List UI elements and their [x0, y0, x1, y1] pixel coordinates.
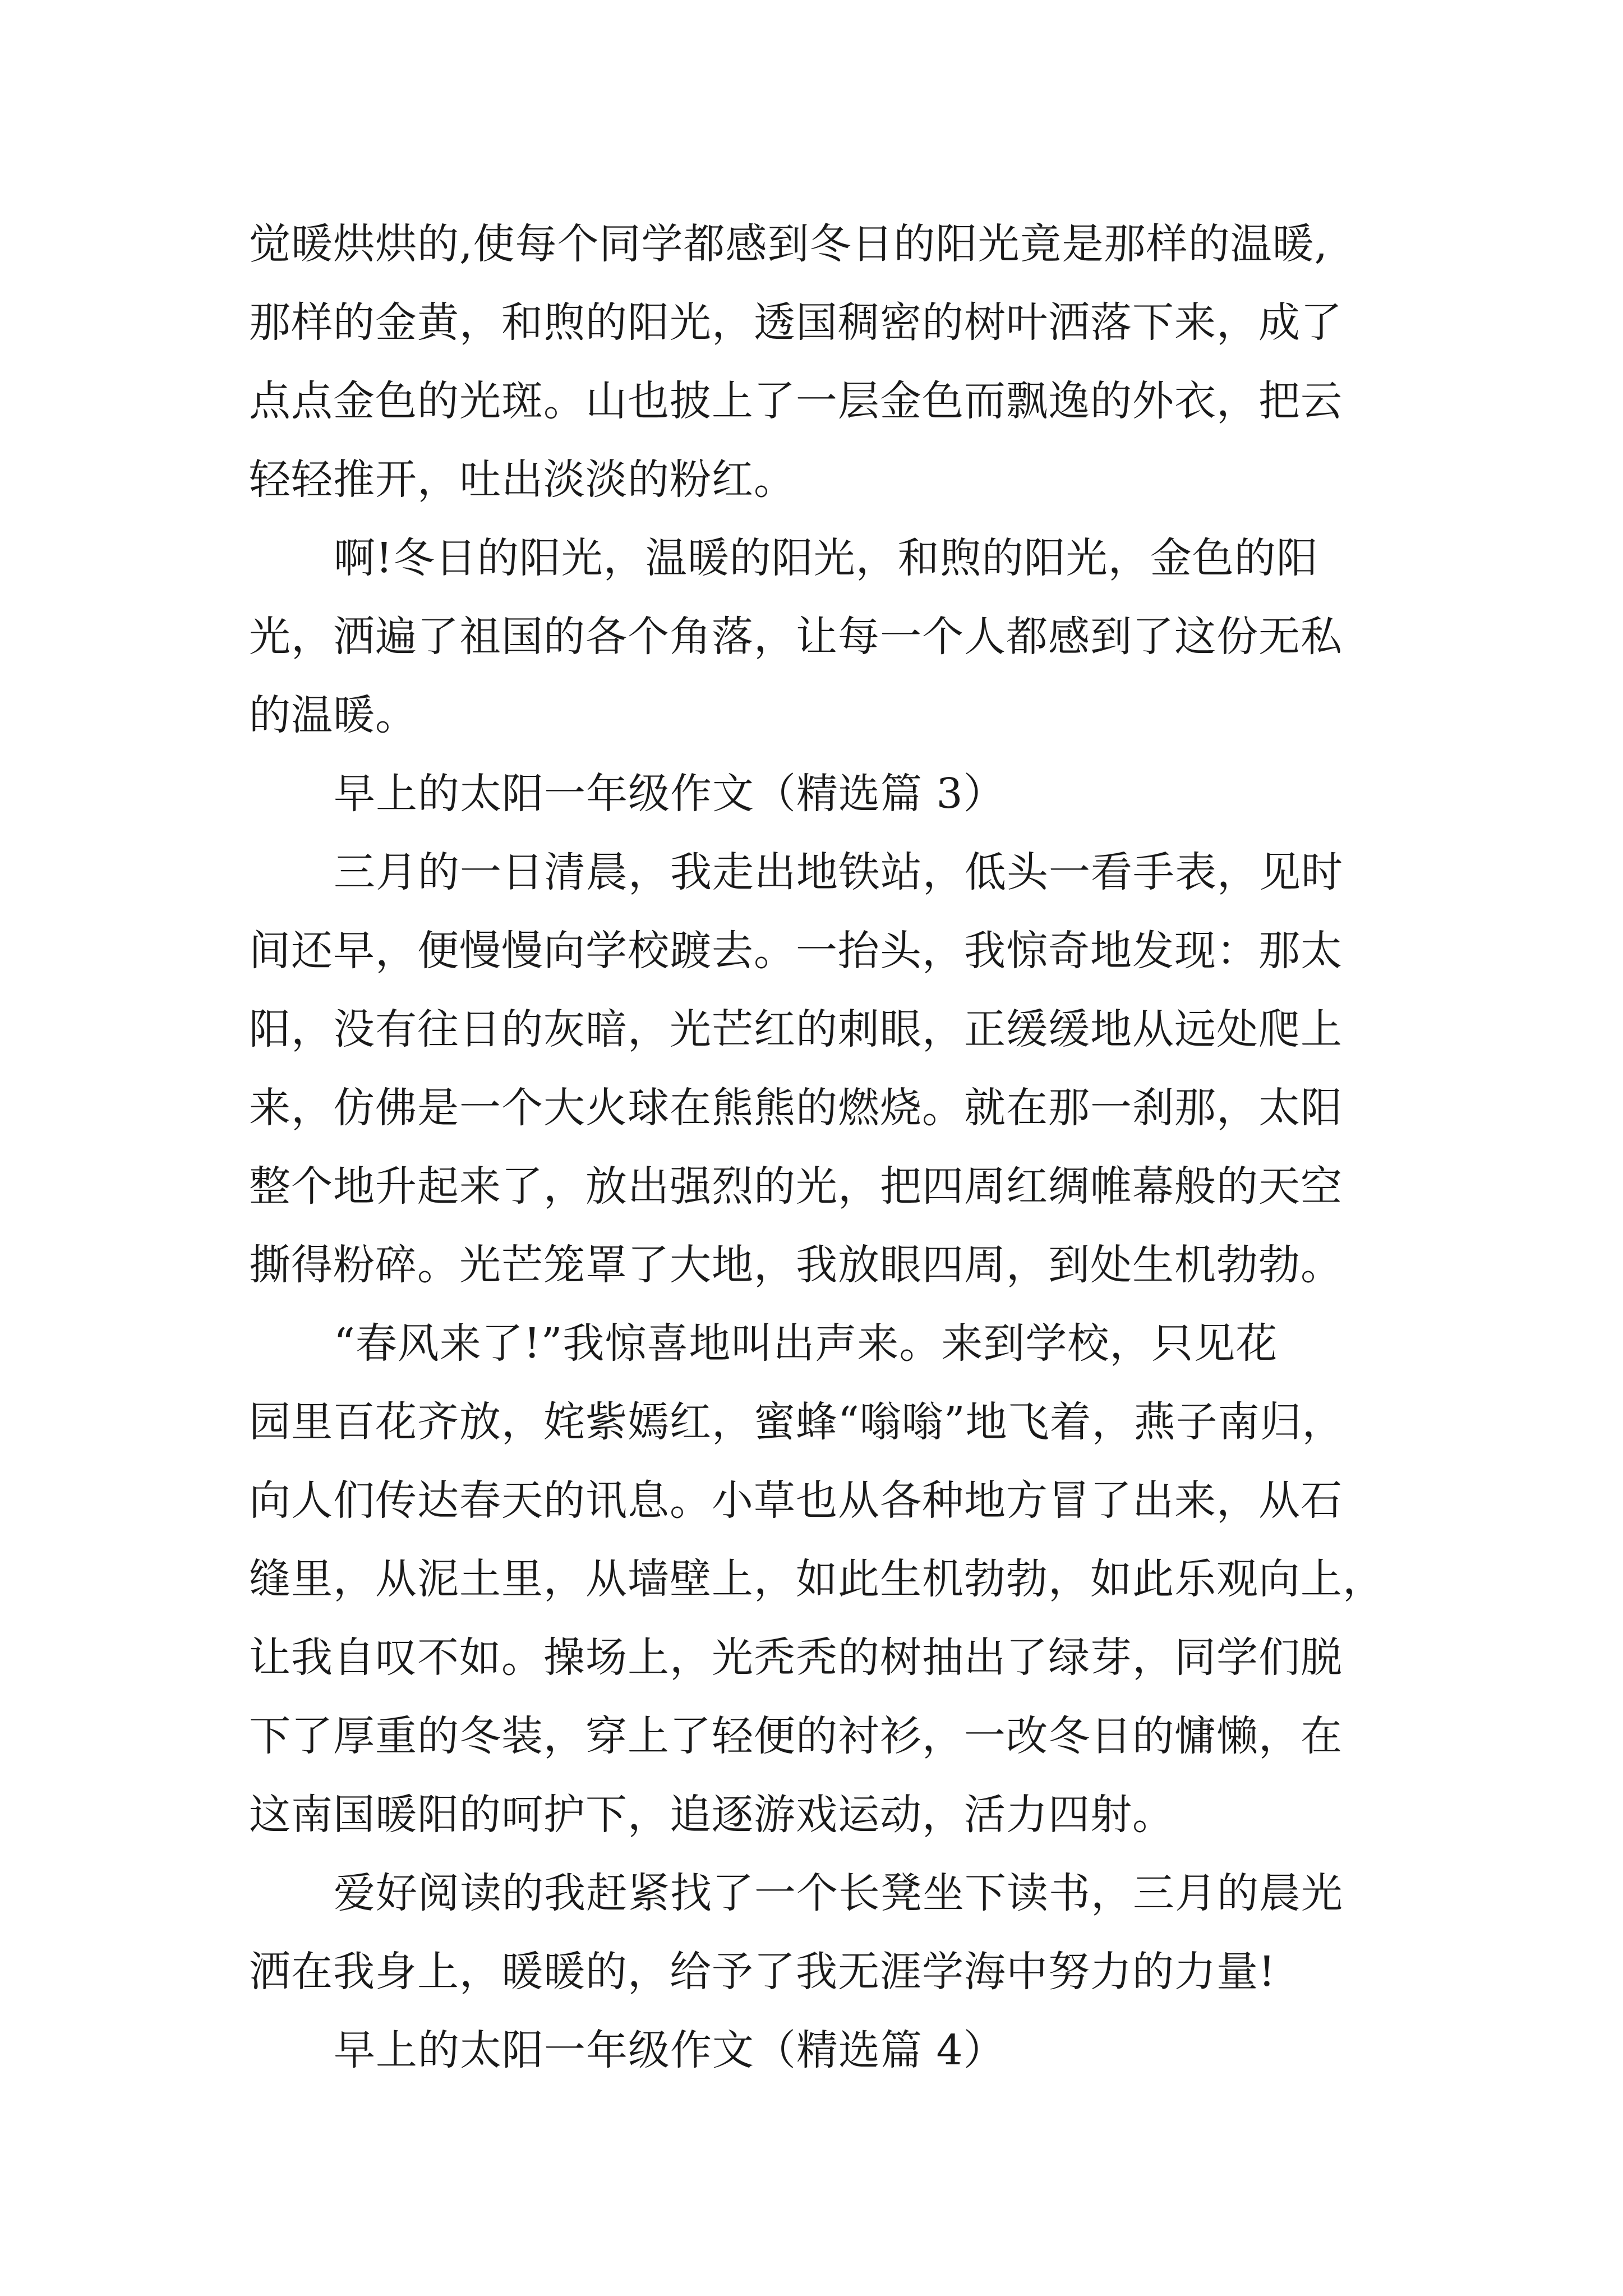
text-line: 点点金色的光斑。山也披上了一层金色而飘逸的外衣，把云 [249, 377, 1343, 425]
text-line: 让我自叹不如。操场上，光秃秃的树抽出了绿芽，同学们脱 [249, 1634, 1343, 1682]
text-line: 光，洒遍了祖国的各个角落，让每一个人都感到了这份无私 [249, 613, 1343, 661]
text-line: 轻轻推开，吐出淡淡的粉红。 [249, 455, 796, 504]
text-line: 缝里，从泥土里，从墙壁上，如此生机勃勃，如此乐观向上， [249, 1555, 1385, 1603]
text-line: 三月的一日清晨，我走出地铁站，低头一看手表，见时 [334, 848, 1343, 896]
text-line: 间还早，便慢慢向学校踱去。一抬头，我惊奇地发现：那太 [249, 927, 1343, 975]
text-line: 阳，没有往日的灰暗，光芒红的刺眼，正缓缓地从远处爬上 [249, 1005, 1343, 1053]
text-line: 这南国暖阳的呵护下，追逐游戏运动，活力四射。 [249, 1791, 1174, 1839]
text-line: 洒在我身上，暖暖的，给予了我无涯学海中努力的力量! [249, 1948, 1276, 1996]
text-line: 下了厚重的冬装，穿上了轻便的衬衫，一改冬日的慵懒，在 [249, 1712, 1343, 1760]
text-line: 撕得粉碎。光芒笼罩了大地，我放眼四周，到处生机勃勃。 [249, 1241, 1343, 1289]
text-line: 那样的金黄，和煦的阳光，透国稠密的树叶洒落下来，成了 [249, 298, 1343, 347]
text-line: 爱好阅读的我赶紧找了一个长凳坐下读书，三月的晨光 [334, 1869, 1343, 1917]
section-heading: 早上的太阳一年级作文（精选篇 3） [334, 770, 1006, 818]
text-line: 啊!冬日的阳光，温暖的阳光，和煦的阳光，金色的阳 [334, 534, 1318, 582]
text-line: 园里百花齐放，姹紫嫣红，蜜蜂“嗡嗡”地飞着，燕子南归， [249, 1398, 1344, 1446]
text-line: “春风来了!”我惊喜地叫出声来。来到学校，只见花 [334, 1319, 1278, 1368]
text-line: 来，仿佛是一个大火球在熊熊的燃烧。就在那一刹那，太阳 [249, 1084, 1343, 1132]
text-line: 向人们传达春天的讯息。小草也从各种地方冒了出来，从石 [249, 1476, 1343, 1525]
section-heading: 早上的太阳一年级作文（精选篇 4） [334, 2026, 1006, 2074]
text-line: 整个地升起来了，放出强烈的光，把四周红绸帷幕般的天空 [249, 1162, 1343, 1211]
text-line: 的温暖。 [249, 691, 417, 739]
text-line: 觉暖烘烘的,使每个同学都感到冬日的阳光竟是那样的温暖, [249, 220, 1329, 268]
